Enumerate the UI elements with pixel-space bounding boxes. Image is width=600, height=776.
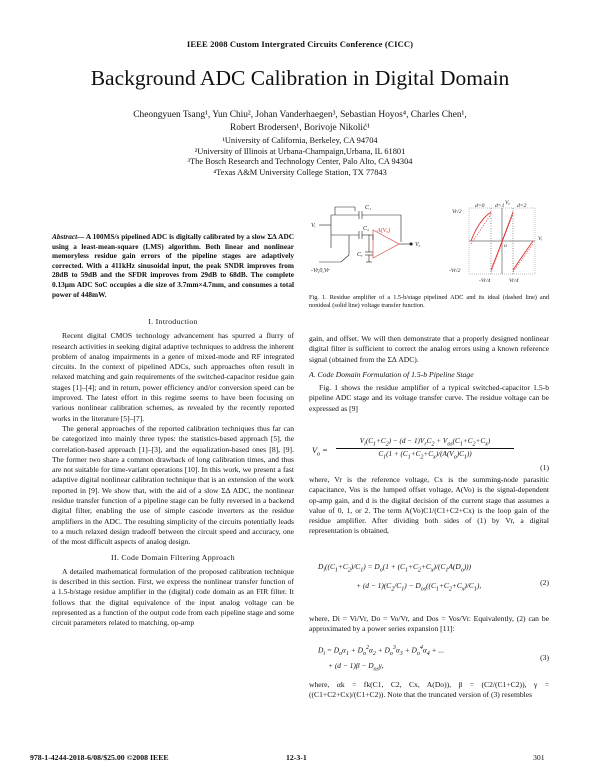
figure-1 <box>309 200 549 290</box>
affiliation-2: ²University of Illinois at Urbana-Champaign,Urbana, IL 61801 <box>194 146 406 156</box>
equation-2: $D_i((C_1+C_2)/C_1) = D_o(1 + (C_1+C_2+C_x)/(C_1A(D_o)))$ + $(d - 1)(C_2/C_1) - D_{os}((C_1+C_2+C_x)/C_1)$, (2) <box>318 562 549 593</box>
fig-label-av: A(Vₒ) <box>377 228 391 234</box>
fig-label-d0: d=0 <box>475 203 485 209</box>
affiliations <box>60 136 540 179</box>
equation-2-number: (2) <box>540 578 549 587</box>
cdf-heading: II. Code Domain Filtering Approach <box>111 552 235 562</box>
right-paragraph-1: gain, and offset. We will then demonstrate that a properly designed nonlinear digital filter is sufficient to correct the analog errors using a known reference signal (obtained from the ΣΔ ADC). <box>309 334 549 364</box>
fig-label-c1: C₁ <box>365 205 372 211</box>
paper-title: Background ADC Calibration in Digital Domain <box>90 66 510 90</box>
fig-label-mvr2: -Vr/2 <box>449 268 461 274</box>
intro-section <box>52 317 294 629</box>
author-list <box>60 109 540 134</box>
author-line-1: Cheongyuen Tsang¹, Yun Chiu², Johan Vanderhaegen³, Sebastian Hoyos⁴, Charles Chen¹, <box>133 110 467 120</box>
abstract <box>52 232 294 299</box>
right-paragraph-3: where, Vr is the reference voltage, Cx is the summing-node parasitic capacitance, Vos is the lumped offset voltage, A(Vo) is the signal-dependent op-amp gain, and d is the digital decision of the current stage that assumes a value of 0, 1, or 2. The term A(Vo)C1/(C1+C2+Cx) is the loop gain of the residue amplifier. After dividing both sides of (1) by Vr, a digital representation is obtained, <box>309 475 549 536</box>
right-paragraph-2: Fig. 1 shows the residue amplifier of a typical switched-capacitor 1.5-b pipeline ADC stage and its voltage transfer curve. The residue voltage can be expressed as [9] <box>309 383 549 413</box>
right-paragraph-4: where, Di = Vi/Vr, Do = Vo/Vr, and Dos = Vos/Vr. Equivalently, (2) can be approximated by a power series expansion [11]: <box>309 614 549 634</box>
intro-paragraph-1: Recent digital CMOS technology advancement has spurred a flurry of research activities in seeking digital adaptive techniques to address the inherent problem of analog impairments in a genre of mixed-mode and RF integrated circuits. In the context of pipelined ADCs, such approaches often result in relaxed matching and gain requirements of the switched-capacitor residue gain stages [1]–[4]; and in return, power efficiency and/or conversion speed can be improved. The latest effort in this regime seems to have been focusing on various nonlinear calibration schemes, as revealed by the recently reported works in the literature [5]–[7]. <box>52 331 294 423</box>
abstract-text: A 100MS/s pipelined ADC is digitally calibrated by a slow ΣΔ ADC using a least-mean-square (LMS) algorithm. Both linear and nonlinear memoryless residue gain errors of the pipeline stages are adaptively corrected. With a 411kHz sinusoidal input, the peak SNDR improves from 28dB to 59dB and the SFDR improves from 29dB to 68dB. The complete 0.13μm ADC SoC occupies a die size of 3.7mm×4.7mm, and consumes a total power of 448mW. <box>52 232 294 299</box>
subsection-a-heading: A. Code Domain Formulation of 1.5-b Pipeline Stage <box>309 369 474 379</box>
fig-label-vr2: Vr/2 <box>452 209 462 215</box>
intro-heading: I. Introduction <box>148 317 198 326</box>
author-line-2: Robert Brodersen¹, Borivoje Nikolić¹ <box>230 122 370 133</box>
abstract-label: Abstract— <box>52 232 85 241</box>
fig-label-mvr4: -Vr/4 <box>479 278 491 284</box>
fig-label-vr4: Vr/4 <box>509 278 519 284</box>
fig-label-c2: C₂ <box>363 226 370 232</box>
figure-caption: Fig. 1. Residue amplifier of a 1.5-b/stage pipelined ADC and its ideal (dashed line) and nonideal (solid line) voltage transfer function. <box>309 294 549 309</box>
fig-label-vo: Vₒ <box>415 242 421 248</box>
intro-paragraph-2: The general approaches of the reported calibration techniques thus far can be categorized into mainly three types: the statistics-based approach [5], the correlation-based approach [1]–[3], and the equalization-based ones [8], [9]. The former two share a common drawback of long calibration times, and thus are not suitable for time-variant operations [10]. In this work, we present a fast adaptive digital nonlinear calibration technique that is an extension of the work reported in [9]. We show that, with the aid of a slow ΣΔ ADC, the nonlinear residue transfer function of a pipeline stage can be fully reversed in a backend digital filter, enabling the use of simple cascode inverters as the residue amplifiers in the ADC. The resulting simplicity of the circuits potentially leads to a much relaxed design tradeoff between the circuit speed and accuracy, one of the most difficult aspects of analog design. <box>52 423 294 547</box>
footer-page-number: 301 <box>533 753 545 762</box>
affiliation-1: ¹University of California, Berkeley, CA 94704 <box>222 136 378 145</box>
right-paragraph-5: where, αk = fk(C1, C2, Cx, A(Do)), β = (C2/(C1+C2)), γ = ((C1+C2+Cx)/(C1+C2)). Note that the truncated version of (3) resembles <box>309 680 549 700</box>
fig-label-d1: d=1 <box>495 203 505 209</box>
equation-1-number: (1) <box>540 463 549 472</box>
equation-1: $V_o$ = $V_i(C_1+C_2) - (d - 1)V_rC_2 + V_{os}(C_1+C_2+C_x)$ $C_1(1 + (C_1+C_2+C_x)/(A(V_o)C_1))$ (1) <box>312 437 549 472</box>
fig-label-origin: o <box>504 243 507 249</box>
fig-label-vi: Vᵢ <box>311 223 316 229</box>
footer-session: 12-3-1 <box>286 753 307 762</box>
affiliation-3: ³The Bosch Research and Technology Center, Palo Alto, CA 94304 <box>187 157 413 167</box>
fig-label-vo-axis: Vₒ <box>505 200 511 206</box>
affiliation-4: ⁴Texas A&M University College Station, TX 77843 <box>213 168 387 178</box>
right-column <box>309 334 549 414</box>
conference-header: IEEE 2008 Custom Intergrated Circuits Conference (CICC) <box>186 39 414 49</box>
cdf-paragraph-1: A detailed mathematical formulation of the proposed calibration technique is described in this section. First, we express the nonlinear transfer function of a 1.5-b/stage residue amplifier in the (digital) code domain as an FIR filter. It follows that the digital equivalence of the input analog voltage can be represented as a function of the output code from each pipeline stage and some circuit parameters related to matching, op-amp <box>52 566 294 628</box>
equation-3-number: (3) <box>540 653 549 662</box>
fig-label-d2: d=2 <box>517 203 527 209</box>
fig-label-cx: Cₓ <box>357 252 363 258</box>
fig-label-ref: -Vr,0,Vr <box>311 268 330 274</box>
footer-isbn: 978-1-4244-2018-6/08/$25.00 ©2008 IEEE <box>30 753 169 762</box>
equation-3: $D_i = D_o\alpha_1 + D_o^2\alpha_2 + D_o^3\alpha_3 + D_o^4\alpha_4$ + ... + $(d - 1)\beta - D_{os}\gamma$, (3) <box>318 645 549 673</box>
fig-label-vi-axis: Vᵢ <box>538 236 543 242</box>
